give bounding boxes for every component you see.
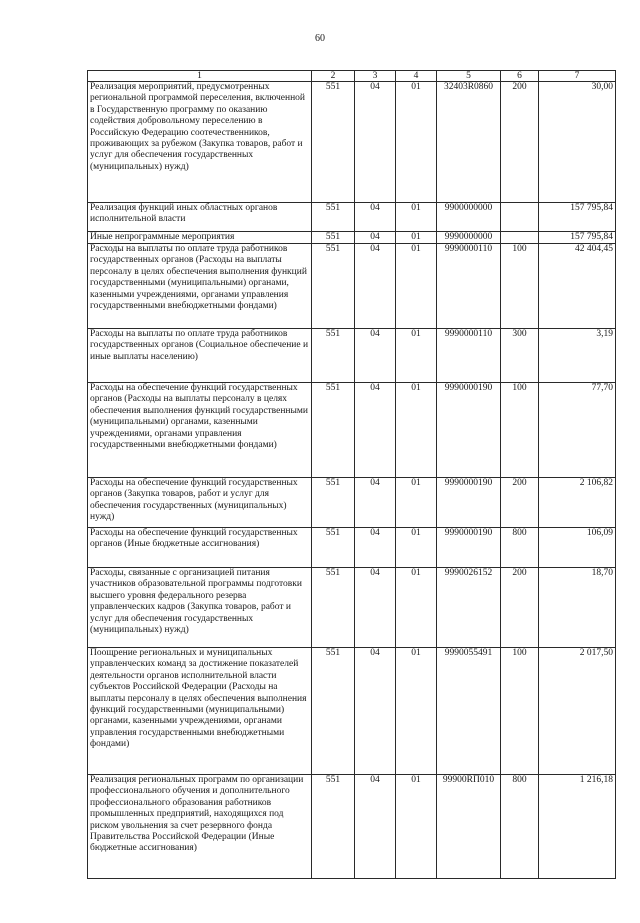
row-section: 04 xyxy=(355,775,396,879)
header-col-2: 2 xyxy=(312,71,355,82)
header-col-7: 7 xyxy=(539,71,616,82)
table-row xyxy=(88,775,616,879)
header-col-1: 1 xyxy=(88,71,312,82)
row-subsection: 01 xyxy=(396,775,437,879)
row-target-article: 32403R0860 xyxy=(437,82,501,203)
row-subsection: 01 xyxy=(396,203,437,232)
row-section: 04 xyxy=(355,244,396,329)
row-subsection: 01 xyxy=(396,232,437,244)
row-target-article: 9900000000 xyxy=(437,203,501,232)
row-expense-type xyxy=(501,232,539,244)
row-subsection: 01 xyxy=(396,528,437,568)
row-subsection: 01 xyxy=(396,329,437,383)
table-row xyxy=(88,329,616,383)
row-amount: 1 216,18 xyxy=(539,775,616,879)
row-name: Реализация мероприятий, предусмотренных региональной программой переселения, включенной в Государственную программу по оказанию содействия добровольному переселению в Российскую Федерацию соотечественников, проживающих за рубежом (Закупка товаров, работ и услуг для обеспечения государственных (муниципальных) нужд) xyxy=(88,82,312,203)
row-subsection: 01 xyxy=(396,478,437,528)
row-name: Расходы на выплаты по оплате труда работников государственных органов (Социальное обеспечение и иные выплаты населению) xyxy=(88,329,312,383)
row-expense-type xyxy=(501,203,539,232)
row-subsection: 01 xyxy=(396,244,437,329)
row-name: Расходы на выплаты по оплате труда работников государственных органов (Расходы на выплаты персоналу в целях обеспечения выполнения функций государственными (муниципальными) органами, казенными учреждениями, органами управления государственными внебюджетными фондами) xyxy=(88,244,312,329)
row-expense-type: 100 xyxy=(501,244,539,329)
header-col-4: 4 xyxy=(396,71,437,82)
row-section: 04 xyxy=(355,528,396,568)
row-target-article: 9990055491 xyxy=(437,648,501,775)
row-ministry-code: 551 xyxy=(312,775,355,879)
row-subsection: 01 xyxy=(396,82,437,203)
row-name: Реализация региональных программ по организации профессионального обучения и дополнительного профессионального образования работников промышленных предприятий, находящихся под риском увольнения за счет резервного фонда Правительства Российской Федерации (Иные бюджетные ассигнования) xyxy=(88,775,312,879)
row-amount: 106,09 xyxy=(539,528,616,568)
row-section: 04 xyxy=(355,203,396,232)
table-row xyxy=(88,478,616,528)
row-amount: 42 404,45 xyxy=(539,244,616,329)
row-expense-type: 800 xyxy=(501,528,539,568)
row-amount: 157 795,84 xyxy=(539,203,616,232)
row-expense-type: 200 xyxy=(501,82,539,203)
row-name: Расходы на обеспечение функций государственных органов (Расходы на выплаты персоналу в целях обеспечения выполнения функций государственными (муниципальными) органами, казенными учреждениями, органами управления государственными внебюджетными фондами) xyxy=(88,383,312,478)
header-col-3: 3 xyxy=(355,71,396,82)
header-col-6: 6 xyxy=(501,71,539,82)
row-section: 04 xyxy=(355,648,396,775)
row-name: Иные непрограммные мероприятия xyxy=(88,232,312,244)
row-target-article: 9990000190 xyxy=(437,478,501,528)
row-name: Расходы на обеспечение функций государственных органов (Иные бюджетные ассигнования) xyxy=(88,528,312,568)
header-row xyxy=(88,71,616,82)
row-section: 04 xyxy=(355,82,396,203)
row-target-article: 9990026152 xyxy=(437,568,501,648)
table-row xyxy=(88,383,616,478)
table-row xyxy=(88,203,616,232)
row-section: 04 xyxy=(355,478,396,528)
row-section: 04 xyxy=(355,568,396,648)
row-target-article: 9990000000 xyxy=(437,232,501,244)
row-ministry-code: 551 xyxy=(312,329,355,383)
row-amount: 157 795,84 xyxy=(539,232,616,244)
row-target-article: 9990000110 xyxy=(437,244,501,329)
row-ministry-code: 551 xyxy=(312,383,355,478)
row-ministry-code: 551 xyxy=(312,232,355,244)
row-ministry-code: 551 xyxy=(312,528,355,568)
row-target-article: 9990000190 xyxy=(437,383,501,478)
row-expense-type: 100 xyxy=(501,648,539,775)
row-target-article: 9990000190 xyxy=(437,528,501,568)
row-section: 04 xyxy=(355,329,396,383)
row-expense-type: 800 xyxy=(501,775,539,879)
row-section: 04 xyxy=(355,383,396,478)
row-amount: 2 017,50 xyxy=(539,648,616,775)
table-row xyxy=(88,244,616,329)
row-amount: 18,70 xyxy=(539,568,616,648)
row-expense-type: 200 xyxy=(501,568,539,648)
row-expense-type: 300 xyxy=(501,329,539,383)
row-subsection: 01 xyxy=(396,568,437,648)
budget-table xyxy=(87,70,616,879)
row-ministry-code: 551 xyxy=(312,244,355,329)
page-number: 60 xyxy=(315,33,325,44)
row-amount: 30,00 xyxy=(539,82,616,203)
row-amount: 3,19 xyxy=(539,329,616,383)
row-target-article: 9990000110 xyxy=(437,329,501,383)
row-amount: 77,70 xyxy=(539,383,616,478)
table-row xyxy=(88,528,616,568)
row-ministry-code: 551 xyxy=(312,478,355,528)
row-ministry-code: 551 xyxy=(312,203,355,232)
row-name: Реализация функций иных областных органов исполнительной власти xyxy=(88,203,312,232)
row-amount: 2 106,82 xyxy=(539,478,616,528)
table-row xyxy=(88,232,616,244)
row-expense-type: 100 xyxy=(501,383,539,478)
row-ministry-code: 551 xyxy=(312,568,355,648)
row-target-article: 99900RП010 xyxy=(437,775,501,879)
table-row xyxy=(88,568,616,648)
table-row xyxy=(88,648,616,775)
header-col-5: 5 xyxy=(437,71,501,82)
row-expense-type: 200 xyxy=(501,478,539,528)
row-ministry-code: 551 xyxy=(312,82,355,203)
row-subsection: 01 xyxy=(396,648,437,775)
row-name: Поощрение региональных и муниципальных управленческих команд за достижение показателей деятельности органов исполнительной власти субъектов Российской Федерации (Расходы на выплаты персоналу в целях обеспечения выполнения функций государственными (муниципальными) органами, казенными учреждениями, органами управления государственными внебюджетными фондами) xyxy=(88,648,312,775)
row-ministry-code: 551 xyxy=(312,648,355,775)
table-row xyxy=(88,82,616,203)
row-name: Расходы на обеспечение функций государственных органов (Закупка товаров, работ и услуг для обеспечения государственных (муниципальных) нужд) xyxy=(88,478,312,528)
row-name: Расходы, связанные с организацией питания участников образовательной программы подготовки высшего уровня федерального резерва управленческих кадров (Закупка товаров, работ и услуг для обеспечения государственных (муниципальных) нужд) xyxy=(88,568,312,648)
row-subsection: 01 xyxy=(396,383,437,478)
row-section: 04 xyxy=(355,232,396,244)
